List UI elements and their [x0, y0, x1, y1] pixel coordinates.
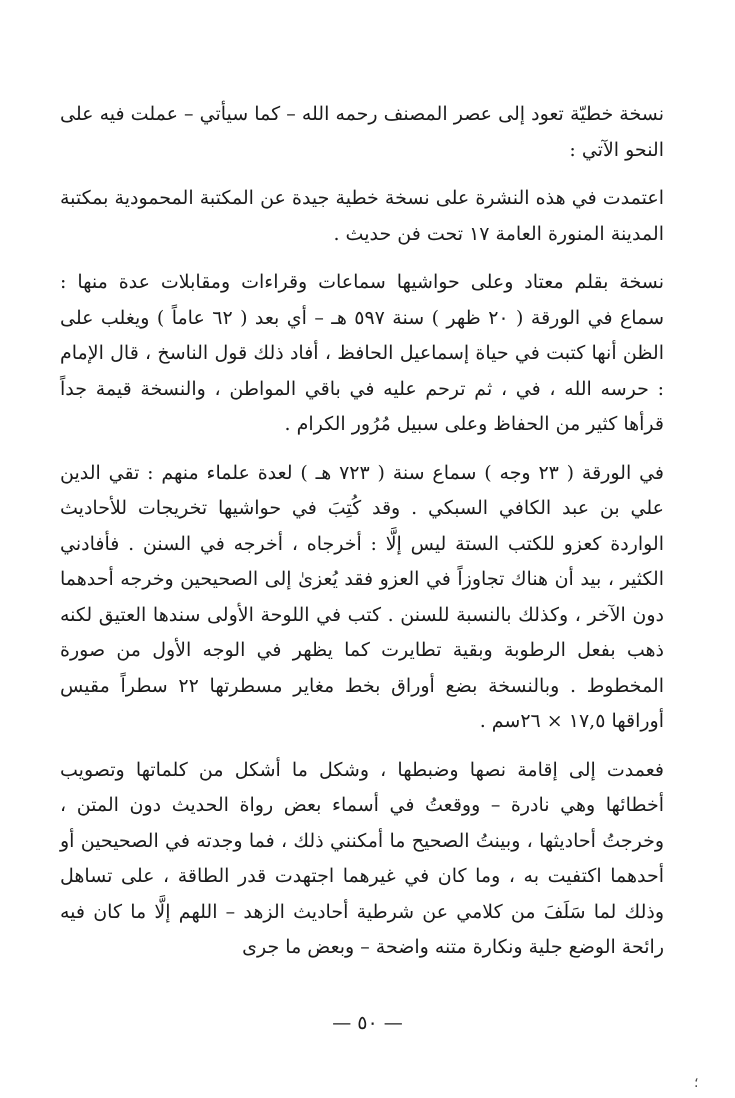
paragraph-3: نسخة بقلم معتاد وعلى حواشيها سماعات وقراءات ومقابلات عدة منها : سماع في الورقة ( ٢٠ ظهر ) سنة ٥٩٧ هـ – أي بعد ( ٦٢ عاماً ) ويغلب على الظن أنها كتبت في حياة إسماعيل الحافظ ، أفاد ذلك قول الناسخ ، قال الإمام : حرسه الله ، في ، ثم ترحم عليه في باقي المواطن ، والنسخة قيمة جداً قرأها كثير من الحفاظ وعلى سبيل مُرُور الكرام . — [60, 271, 664, 435]
paragraph-4: في الورقة ( ٢٣ وجه ) سماع سنة ( ٧٢٣ هـ ) لعدة علماء منهم : تقي الدين علي بن عبد الكافي السبكي . وقد كُتِبَ في حواشيها تخريجات للأحاديث الواردة كعزو للكتب الستة ليس إلَّا : أخرجاه ، أخرجه في السنن . فأفادني الكثير ، بيد أن هناك تجاوزاً في العزو فقد يُعزىٰ إلى الصحيحين وخرجه أحدهما دون الآخر ، وكذلك بالنسبة للسنن . كتب في اللوحة الأولى سندها العتيق لكنه ذهب بفعل الرطوبة وبقية تطايرت كما يظهر في الوجه الأول من صورة المخطوط . وبالنسخة بضع أوراق بخط مغاير مسطرتها ٢٢ سطراً مقيس أوراقها ١٧,٥ × ٢٦سم . — [60, 461, 665, 732]
margin-mark: ؛ — [694, 1075, 699, 1091]
body-text — [60, 97, 664, 979]
page-number: — ٥٠ — — [332, 1012, 403, 1034]
paragraph-1: نسخة خطيّة تعود إلى عصر المصنف رحمه الله – كما سيأتي – عملت فيه على النحو الآتي : — [60, 103, 664, 161]
paragraph-5: فعمدت إلى إقامة نصها وضبطها ، وشكل ما أشكل من كلماتها وتصويب أخطائها وهي نادرة – ووقعتُ في أسماء بعض رواة الحديث دون المتن ، وخرجتُ أحاديثها ، وبينتُ الصحيح ما أمكنني ذلك ، فما وجدته في الصحيحين أو أحدهما اكتفيت به ، وما كان في غيرهما اجتهدت قدر الطاقة ، على تساهل وذلك لما سَلَفَ من كلامي عن شرطية أحاديث الزهد – اللهم إلَّا ما كان فيه رائحة الوضع جلية ونكارة متنه واضحة – وبعض ما جرى — [60, 758, 664, 958]
paragraph-2: اعتمدت في هذه النشرة على نسخة خطية جيدة عن المكتبة المحمودية بمكتبة المدينة المنورة العامة ١٧ تحت فن حديث . — [60, 187, 664, 245]
